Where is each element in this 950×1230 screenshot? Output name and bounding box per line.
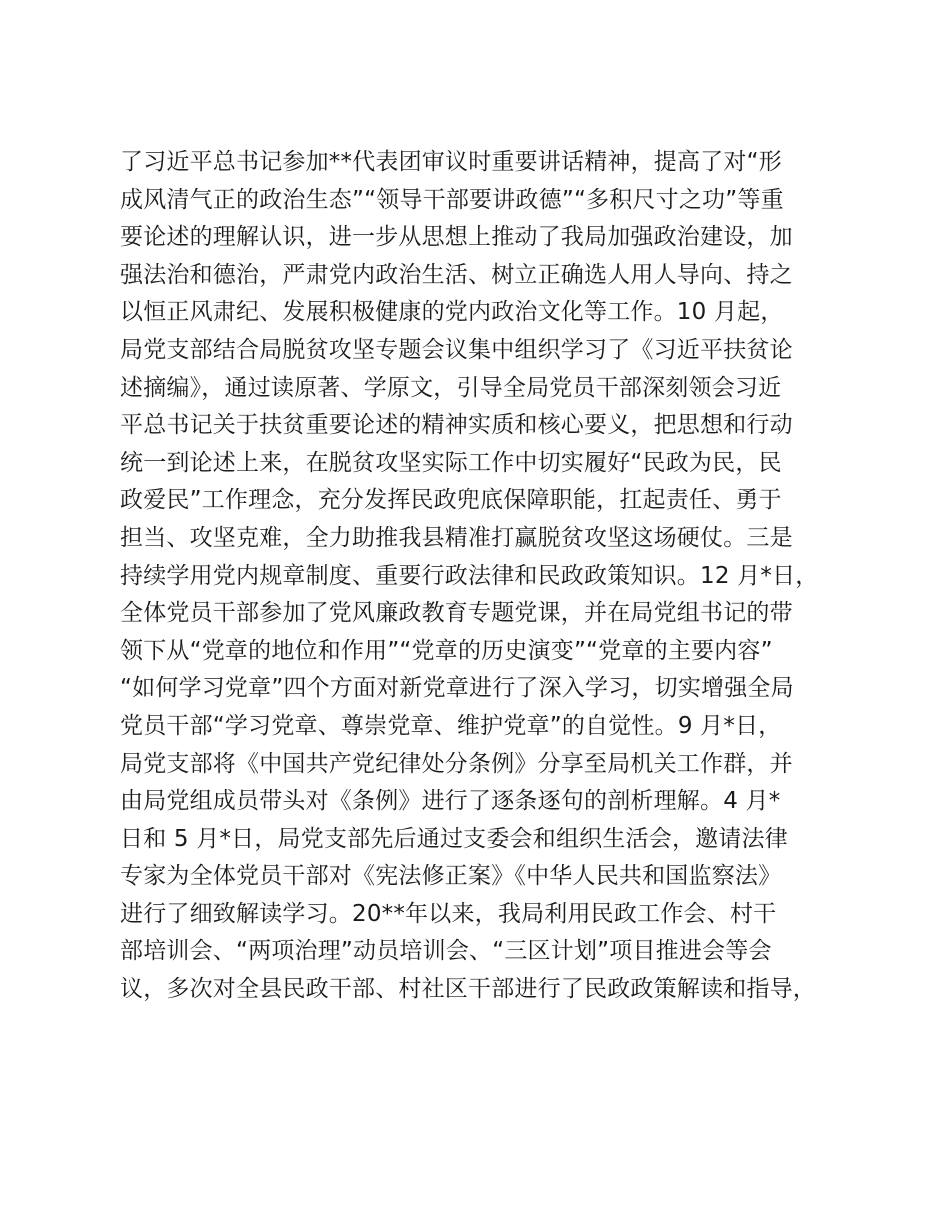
text-line: 局党支部将《中国共产党纪律处分条例》分享至局机关工作群，并 [120,750,793,777]
text-line: 述摘编》，通过读原著、学原文，引导全局党员干部深刻领会习近 [120,374,782,401]
text-line: 平总书记关于扶贫重要论述的精神实质和核心要义，把思想和行动 [120,412,793,439]
text-line: 以恒正风肃纪、发展积极健康的党内政治文化等工作。10 月起， [120,299,784,326]
text-line: 党员干部“学习党章、尊崇党章、维护党章”的自觉性。9 月*日， [120,712,782,739]
text-line: 局党支部结合局脱贫攻坚专题会议集中组织学习了《习近平扶贫论 [120,336,793,363]
text-line: 了习近平总书记参加**代表团审议时重要讲话精神，提高了对“形 [120,149,782,175]
text-line: 领下从“党章的地位和作用”“党章的历史演变”“党章的主要内容” [120,637,773,664]
text-line: 专家为全体党员干部对《宪法修正案》《中华人民共和国监察法》 [120,863,782,890]
text-line: 要论述的理解认识，进一步从思想上推动了我局加强政治建设，加 [120,224,793,251]
text-line: 议，多次对全县民政干部、村社区干部进行了民政政策解读和指导， [120,976,816,1003]
text-line: 由局党组成员带头对《条例》进行了逐条逐句的剖析理解。4 月* [120,788,781,815]
text-line: 担当、攻坚克难，全力助推我县精准打赢脱贫攻坚这场硬仗。三是 [120,524,793,551]
text-line: 政爱民”工作理念，充分发挥民政兜底保障职能，扛起责任、勇于 [120,487,782,514]
text-line: “如何学习党章”四个方面对新党章进行了深入学习，切实增强全局 [120,675,794,702]
body-paragraph [120,144,870,1009]
text-line: 统一到论述上来，在脱贫攻坚实际工作中切实履好“民政为民，民 [120,449,782,476]
text-line: 全体党员干部参加了党风廉政教育专题党课，并在局党组书记的带 [120,600,793,627]
text-line: 成风清气正的政治生态”“领导干部要讲政德”“多积尺寸之功”等重 [120,186,784,213]
text-line: 部培训会、“两项治理”动员培训会、“三区计划”项目推进会等会 [120,938,772,965]
text-line: 日和 5 月*日，局党支部先后通过支委会和组织生活会，邀请法律 [120,825,788,852]
text-line: 持续学用党内规章制度、重要行政法律和民政政策知识。12 月*日， [120,562,819,589]
text-line: 强法治和德治，严肃党内政治生活、树立正确选人用人导向、持之 [120,261,793,288]
text-line: 进行了细致解读学习。20**年以来，我局利用民政工作会、村干 [120,900,777,927]
